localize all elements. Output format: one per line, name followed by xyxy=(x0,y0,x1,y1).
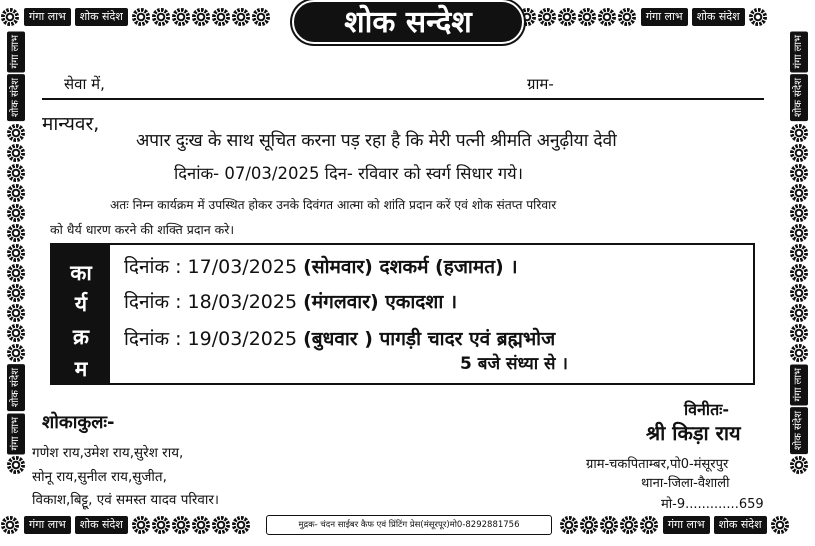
message-line-4: को धैर्य धारण करने की शक्ति प्रदान करे। xyxy=(50,222,235,237)
program-time-note: 5 बजे संध्या से । xyxy=(460,354,568,374)
flower-icon xyxy=(7,164,25,182)
flower-icon xyxy=(192,516,210,534)
shokakul-line: सोनू राय,सुनील राय,सुजीत, xyxy=(32,469,167,485)
program-letter: र्य xyxy=(74,292,88,316)
flower-icon xyxy=(640,516,658,534)
program-detail: (सोमवार) दशकर्म (हजामत) । xyxy=(303,256,518,278)
flower-icon xyxy=(749,8,767,26)
shokakul-line: विकाश,बिट्टू, एवं समस्त यादव परिवार। xyxy=(32,492,220,508)
border-tag-shok: शोक संदेश xyxy=(790,74,808,121)
address-rule xyxy=(42,98,764,100)
flower-icon xyxy=(620,516,638,534)
flower-icon xyxy=(598,8,616,26)
border-tag-ganga: गंगा लाभ xyxy=(24,516,71,534)
flower-icon xyxy=(132,8,150,26)
flower-icon xyxy=(600,516,618,534)
seva-me-label: सेवा में, xyxy=(64,75,105,93)
flower-icon xyxy=(212,8,230,26)
flower-icon xyxy=(790,224,808,242)
flower-icon xyxy=(790,344,808,362)
flower-icon xyxy=(790,304,808,322)
flower-icon xyxy=(7,324,25,342)
flower-icon xyxy=(558,8,576,26)
border-tag-ganga: गंगा लाभ xyxy=(663,516,710,534)
message-line-3: अतः निम्न कार्यक्रम में उपस्थित होकर उनके दिवंगत आत्मा को शांति प्रदान करें एवं शोक संतप्त परिवार xyxy=(110,198,557,212)
border-tag-ganga: गंगा लाभ xyxy=(24,8,71,26)
border-tag-shok: शोक संदेश xyxy=(692,8,745,26)
flower-icon xyxy=(7,124,25,142)
flower-icon xyxy=(7,224,25,242)
flower-icon xyxy=(7,184,25,202)
flower-icon xyxy=(7,284,25,302)
printer-credit: मुद्रक- चंदन साईबर कैफ एवं प्रिंटिंग प्रेस(मंसूरपूर)मो0-8292881756 xyxy=(266,515,552,535)
flower-icon xyxy=(790,456,808,474)
flower-icon xyxy=(252,8,270,26)
flower-icon xyxy=(771,516,789,534)
shokakul-heading: शोकाकुलः- xyxy=(42,412,115,433)
flower-icon xyxy=(560,516,578,534)
border-tag-shok: शोक संदेश xyxy=(75,516,128,534)
flower-icon xyxy=(790,124,808,142)
manyavar-label: मान्यवर, xyxy=(42,113,100,135)
border-tag-ganga: गंगा लाभ xyxy=(7,413,25,454)
border-tag-ganga: गंगा लाभ xyxy=(790,31,808,72)
border-tag-shok: शोक संदेश xyxy=(714,516,767,534)
flower-icon xyxy=(1,8,19,26)
page-title: शोक सन्देश xyxy=(292,0,524,44)
program-item xyxy=(124,288,457,314)
program-detail: (मंगलवार) एकादशा । xyxy=(303,291,458,313)
flower-icon xyxy=(7,204,25,222)
right-border xyxy=(787,30,811,512)
program-item xyxy=(124,325,555,351)
flower-icon xyxy=(790,184,808,202)
border-tag-ganga: गंगा लाभ xyxy=(7,31,25,72)
border-tag-ganga: गंगा लाभ xyxy=(790,364,808,405)
flower-icon xyxy=(7,244,25,262)
flower-icon xyxy=(538,8,556,26)
flower-icon xyxy=(232,516,250,534)
flower-icon xyxy=(7,264,25,282)
flower-icon xyxy=(790,204,808,222)
border-tag-shok: शोक संदेश xyxy=(75,8,128,26)
border-tag-shok: शोक संदेश xyxy=(790,407,808,454)
border-tag-shok: शोक संदेश xyxy=(7,74,25,121)
flower-icon xyxy=(790,164,808,182)
flower-icon xyxy=(7,304,25,322)
program-letter: म xyxy=(74,357,88,381)
flower-icon xyxy=(7,456,25,474)
program-side-label xyxy=(52,245,110,383)
vinit-heading: विनीतः- xyxy=(684,400,730,419)
flower-icon xyxy=(192,8,210,26)
flower-icon xyxy=(212,516,230,534)
flower-icon xyxy=(172,516,190,534)
program-date: दिनांक : 18/03/2025 xyxy=(124,291,298,313)
border-tag-ganga: गंगा लाभ xyxy=(641,8,688,26)
vinit-mobile: मो-9.............659 xyxy=(661,497,764,512)
program-letter: का xyxy=(70,261,92,285)
program-date: दिनांक : 19/03/2025 xyxy=(124,328,298,350)
vinit-address-2: थाना-जिला-वैशाली xyxy=(641,476,730,491)
flower-icon xyxy=(152,8,170,26)
message-line-1: अपार दुःख के साथ सूचित करना पड़ रहा है कि मेरी पत्नी श्रीमति अनुढ़ीया देवी xyxy=(136,131,617,151)
program-box xyxy=(50,243,755,385)
flower-icon xyxy=(618,8,636,26)
program-letter: क्र xyxy=(72,325,90,349)
message-line-2: दिनांक- 07/03/2025 दिन- रविवार को स्वर्ग सिधार गये। xyxy=(174,164,523,183)
flower-icon xyxy=(790,264,808,282)
program-detail: (बुधवार ) पागड़ी चादर एवं ब्रह्मभोज xyxy=(303,328,556,350)
gram-label: ग्राम- xyxy=(527,75,554,93)
flower-icon xyxy=(580,516,598,534)
flower-icon xyxy=(7,144,25,162)
flower-icon xyxy=(1,516,19,534)
flower-icon xyxy=(172,8,190,26)
flower-icon xyxy=(152,516,170,534)
flower-icon xyxy=(7,344,25,362)
program-item xyxy=(124,253,518,279)
left-border xyxy=(4,30,28,512)
border-tag-shok: शोक संदेश xyxy=(7,364,25,411)
flower-icon xyxy=(232,8,250,26)
flower-icon xyxy=(132,516,150,534)
flower-icon xyxy=(790,284,808,302)
vinit-name: श्री किड़ा राय xyxy=(646,421,741,445)
flower-icon xyxy=(578,8,596,26)
flower-icon xyxy=(790,324,808,342)
vinit-address-1: ग्राम-चकपिताम्बर,पो0-मंसूरपुर xyxy=(586,457,729,472)
flower-icon xyxy=(790,244,808,262)
program-date: दिनांक : 17/03/2025 xyxy=(124,256,298,278)
flower-icon xyxy=(790,144,808,162)
shokakul-line: गणेश राय,उमेश राय,सुरेश राय, xyxy=(32,445,184,461)
